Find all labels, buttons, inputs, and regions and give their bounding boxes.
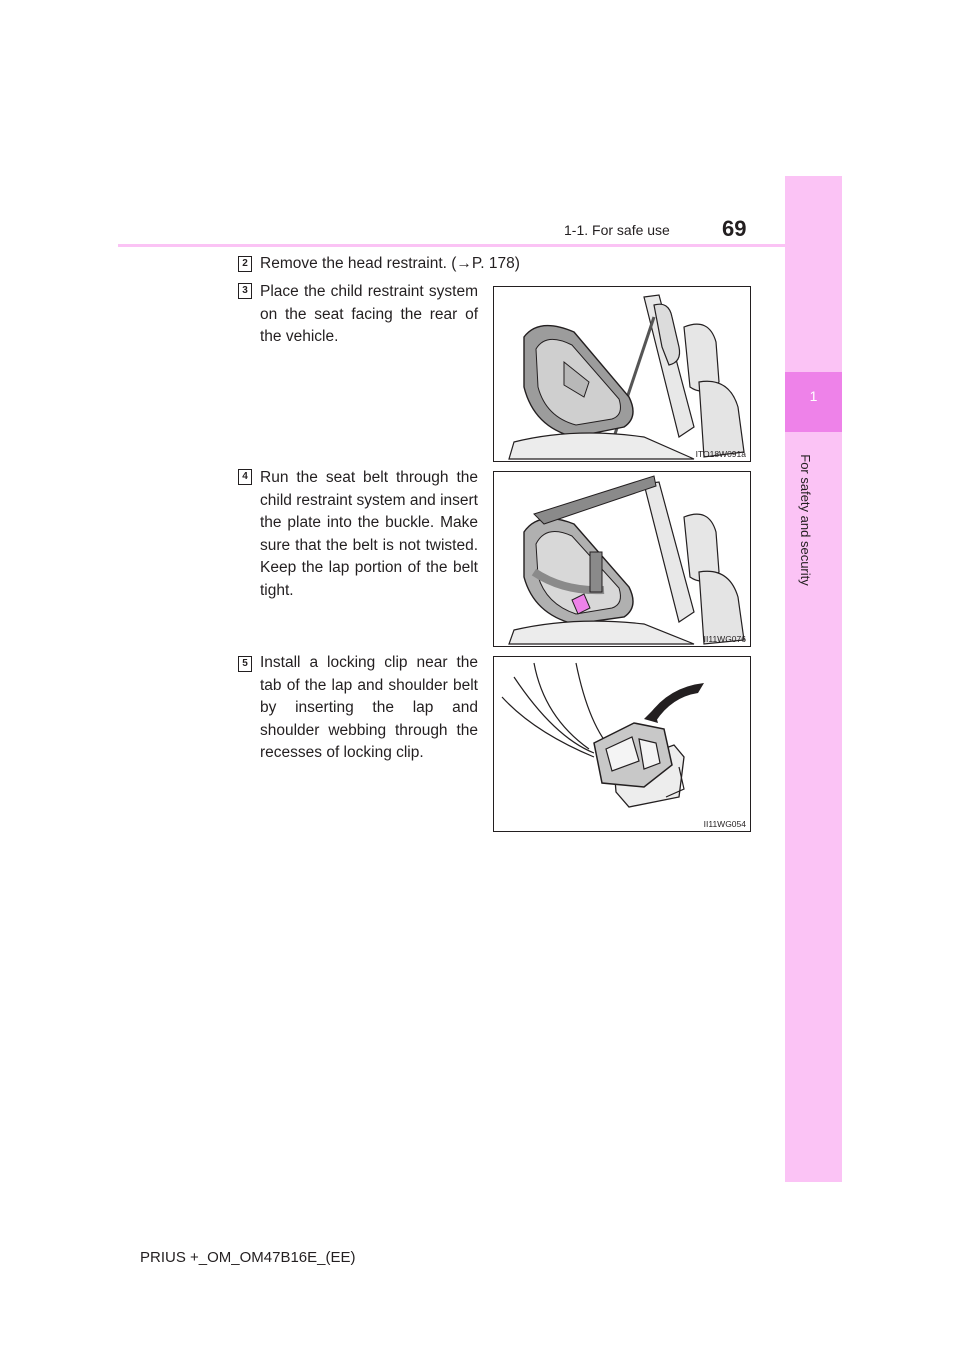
chapter-title: For safety and security [798,454,813,586]
child-seat-illustration [494,287,750,461]
step-number-badge: 2 [238,256,252,272]
step-number-badge: 3 [238,283,252,299]
figure-code: II11WG076 [703,634,746,644]
step-text: Install a locking clip near the tab of the lap and shoulder belt by inserting the lap and shoulder webbing through the recesses of locking clip. [260,654,478,761]
chapter-side-tab [785,176,842,1182]
seat-belt-illustration [494,472,750,646]
step-number-badge: 5 [238,656,252,672]
figure-child-seat-rear-facing [493,286,751,462]
locking-clip-illustration [494,657,750,831]
figure-code: II11WG054 [703,819,746,829]
step-text: Place the child restraint system on the seat facing the rear of the vehicle. [260,283,478,345]
step-number-badge: 4 [238,469,252,485]
page-number: 69 [722,216,747,241]
header-rule [118,244,785,247]
figure-code: ITO18W091a [695,449,746,459]
chapter-number: 1 [809,388,818,404]
section-title: 1-1. For safe use [564,222,670,238]
document-footer: PRIUS +_OM_OM47B16E_(EE) [140,1249,356,1266]
step-text: Remove the head restraint. (→P. 178) [260,255,520,272]
figure-seat-belt-routing [493,471,751,647]
step-text: Run the seat belt through the child restraint system and insert the plate into the buckle. Make sure that the belt is not twisted. Keep the lap portion of the belt tight. [260,469,478,599]
figure-locking-clip [493,656,751,832]
